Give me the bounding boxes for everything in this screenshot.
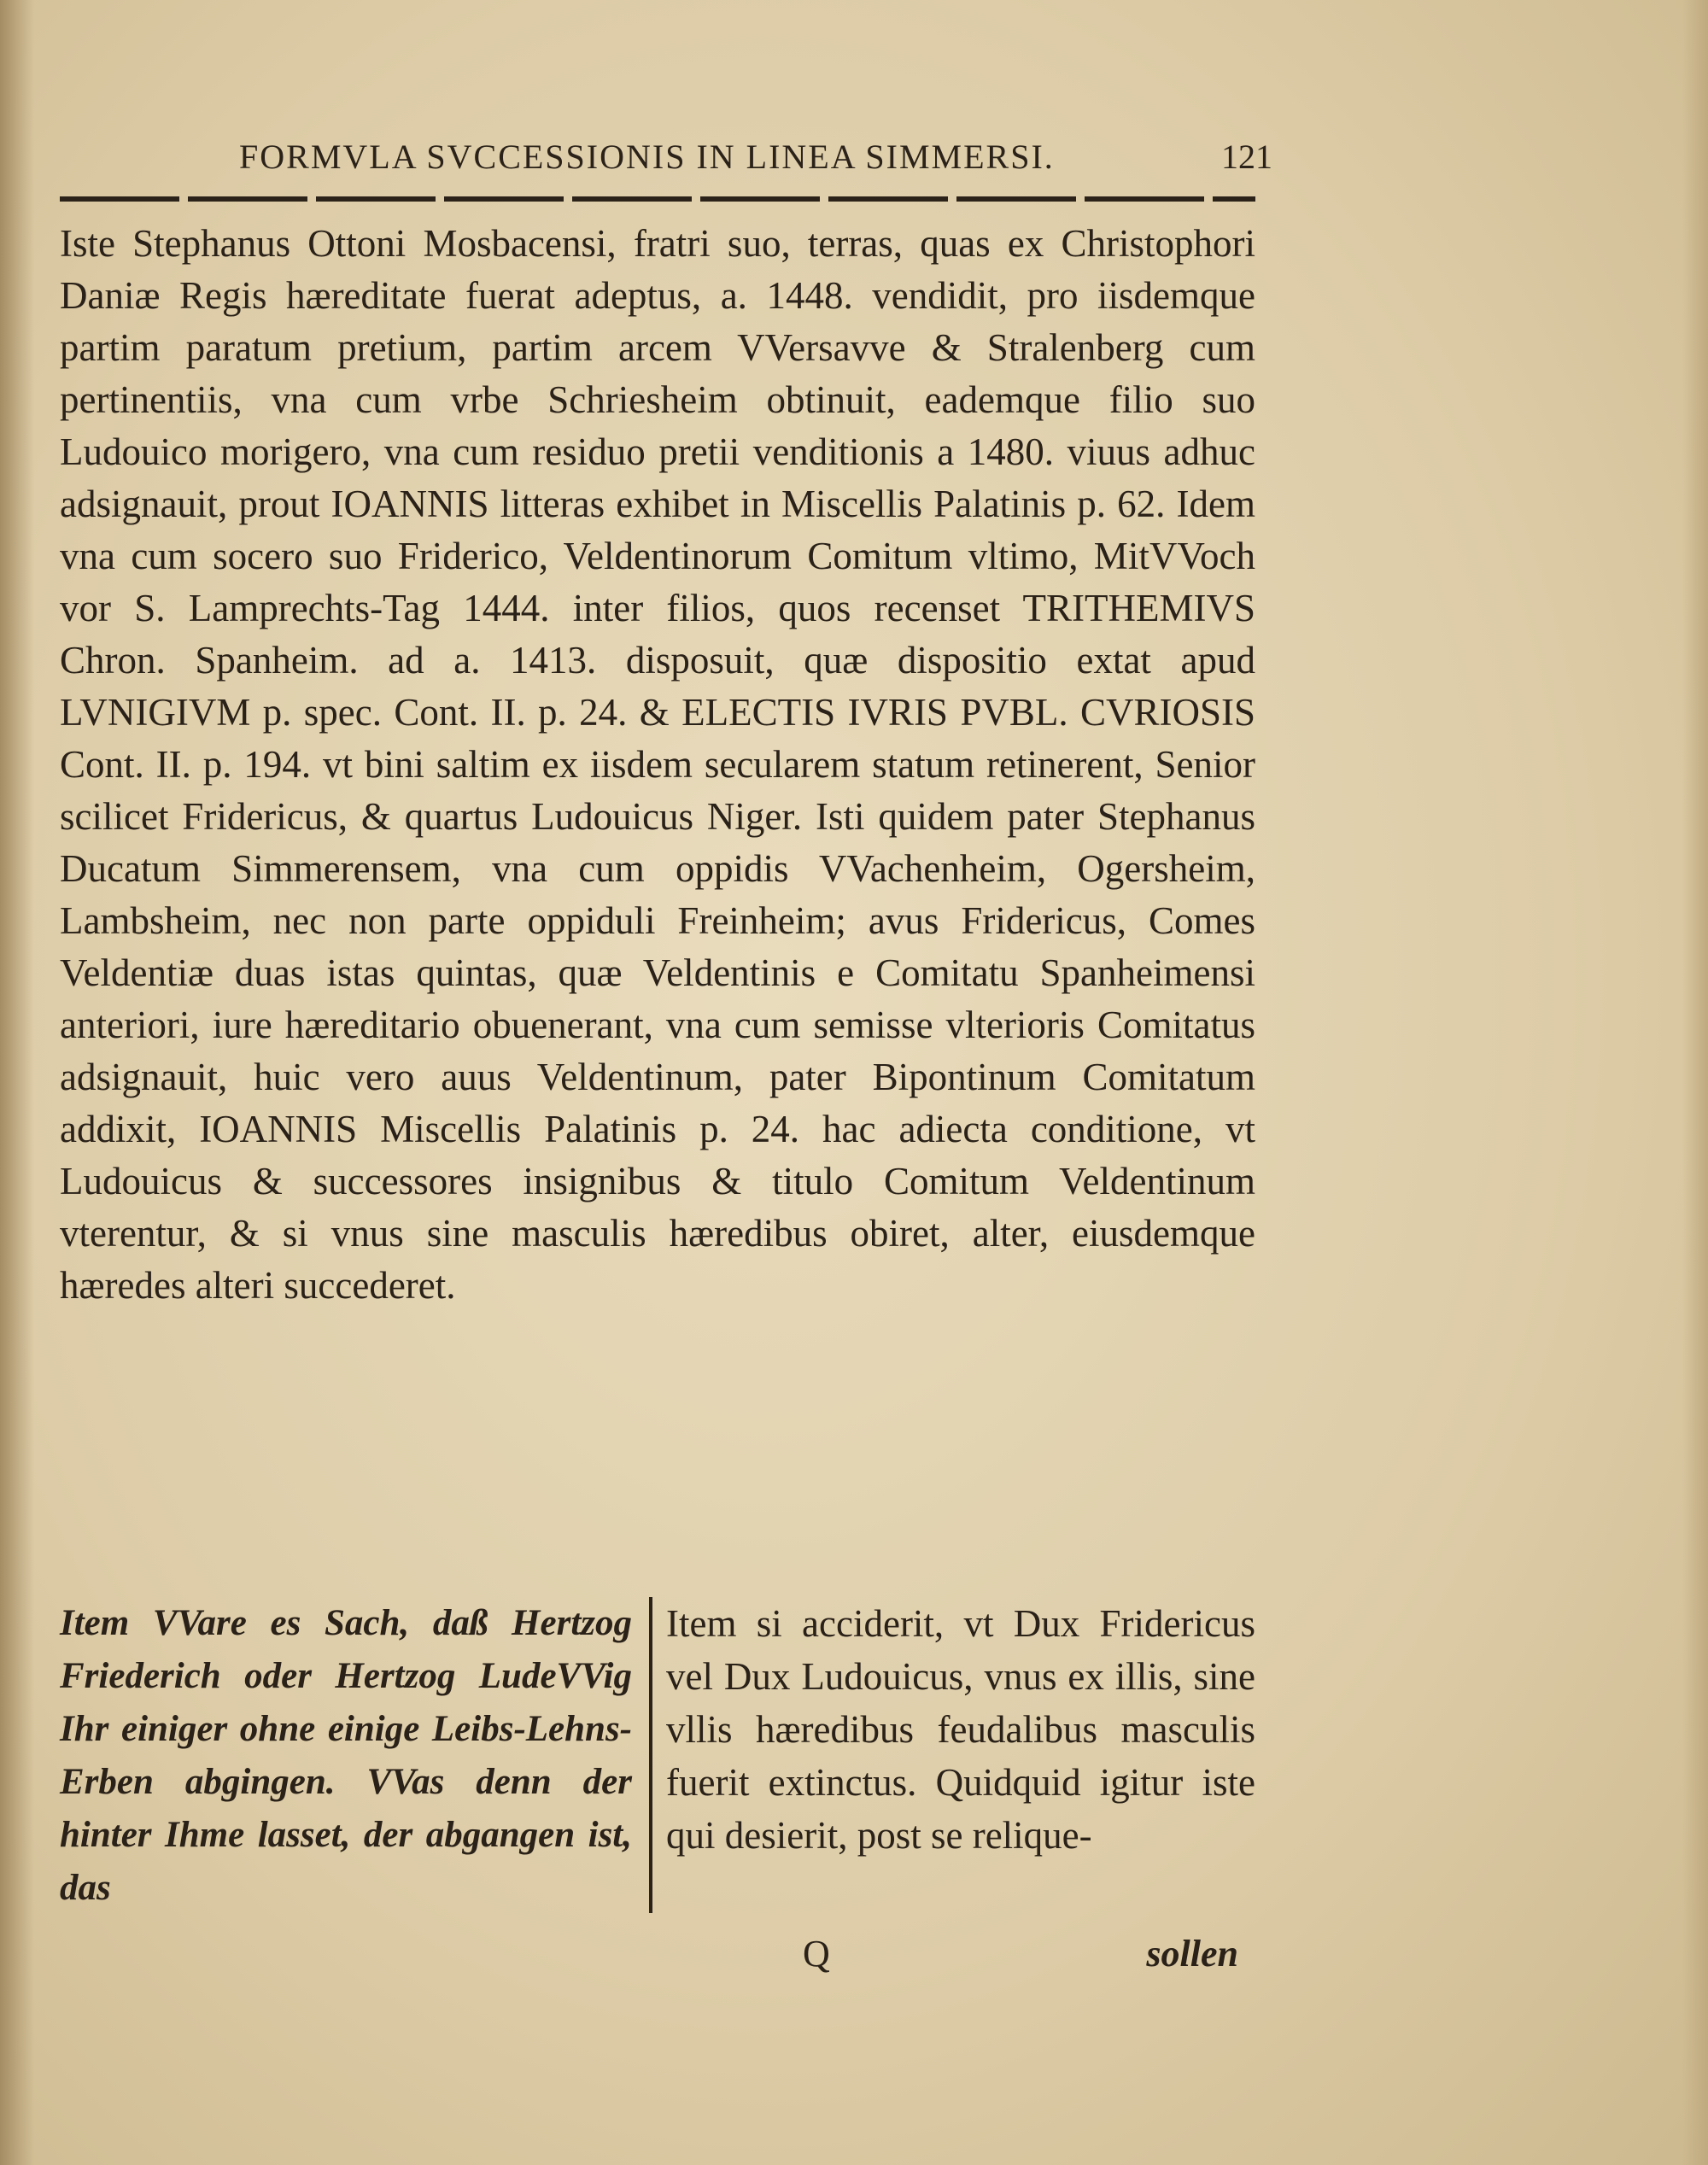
main-paragraph: Iste Stephanus Ottoni Mosbacensi, fratri suo, terras, quas ex Christophori Daniæ Regis hæreditate fuerat adeptus, a. 1448. vendidit, pro iisdemque partim paratum pretium, partim arcem VVersavve & Stralenberg cum pertinentiis, vna cum vrbe Schriesheim obtinuit, eademque filio suo Ludouico morigero, vna cum residuo pretii venditionis a 1480. viuus adhuc adsignauit, prout IOANNIS litteras exhibet in Miscellis Palatinis p. 62. Idem vna cum socero suo Friderico, Veldentinorum Comitum vltimo, MitVVoch vor S. Lamprechts-Tag 1444. inter filios, quos recenset TRITHEMIVS Chron. Spanheim. ad a. 1413. disposuit, quæ dispositio extat apud LVNIGIVM p. spec. Cont. II. p. 24. & ELECTIS IVRIS PVBL. CVRIOSIS Cont. II. p. 194. vt bini saltim ex iisdem secularem statum retinerent, Senior scilicet Fridericus, & quartus Ludouicus Niger. Isti quidem pater Stephanus Ducatum Simmerensem, vna cum oppidis VVachenheim, Ogersheim, Lambsheim, nec non parte oppiduli Freinheim; avus Fridericus, Comes Veldentiæ duas istas quintas, quæ Veldentinis e Comitatu Spanheimensi anteriori, iure hæreditario obuenerant, vna cum semisse vlterioris Comitatus adsignauit, huic vero auus Veldentinum, pater Bipontinum Comitatum addixit, IOANNIS Miscellis Palatinis p. 24. hac adiecta conditione, vt Ludouicus & successores insignibus & titulo Comitum Veldentinum vterentur, & si vnus sine masculis hæredibus obiret, alter, eiusdemque hæredes alteri succederet. (60, 222, 1255, 1307)
gutter-shadow (0, 0, 34, 2165)
catchword: sollen (1146, 1933, 1238, 1975)
header-rule (60, 196, 1255, 202)
german-column: Item VVare es Sach, daß Hertzog Friederich oder Hertzog LudeVVig Ihr einiger ohne einige Leibs-Lehns-Erben abgingen. VVas denn der hinter Ihme lasset, der abgangen ist, das (60, 1603, 632, 1908)
latin-column: Item si acciderit, vt Dux Fridericus vel Dux Ludouicus, vnus ex illis, sine vllis hæredibus feudalibus masculis fuerit extinctus. Quidquid igitur iste qui desierit, post se relique- (666, 1602, 1255, 1857)
page-number: 121 (1221, 138, 1272, 176)
running-head (60, 137, 1272, 188)
parallel-text-columns (60, 1597, 1255, 1922)
page-edge (1682, 0, 1708, 2165)
column-divider (649, 1597, 652, 1913)
running-title: FORMVLA SVCCESSIONIS IN LINEA SIMMERSI. (239, 138, 1055, 176)
signature-mark: Q (803, 1933, 830, 1975)
